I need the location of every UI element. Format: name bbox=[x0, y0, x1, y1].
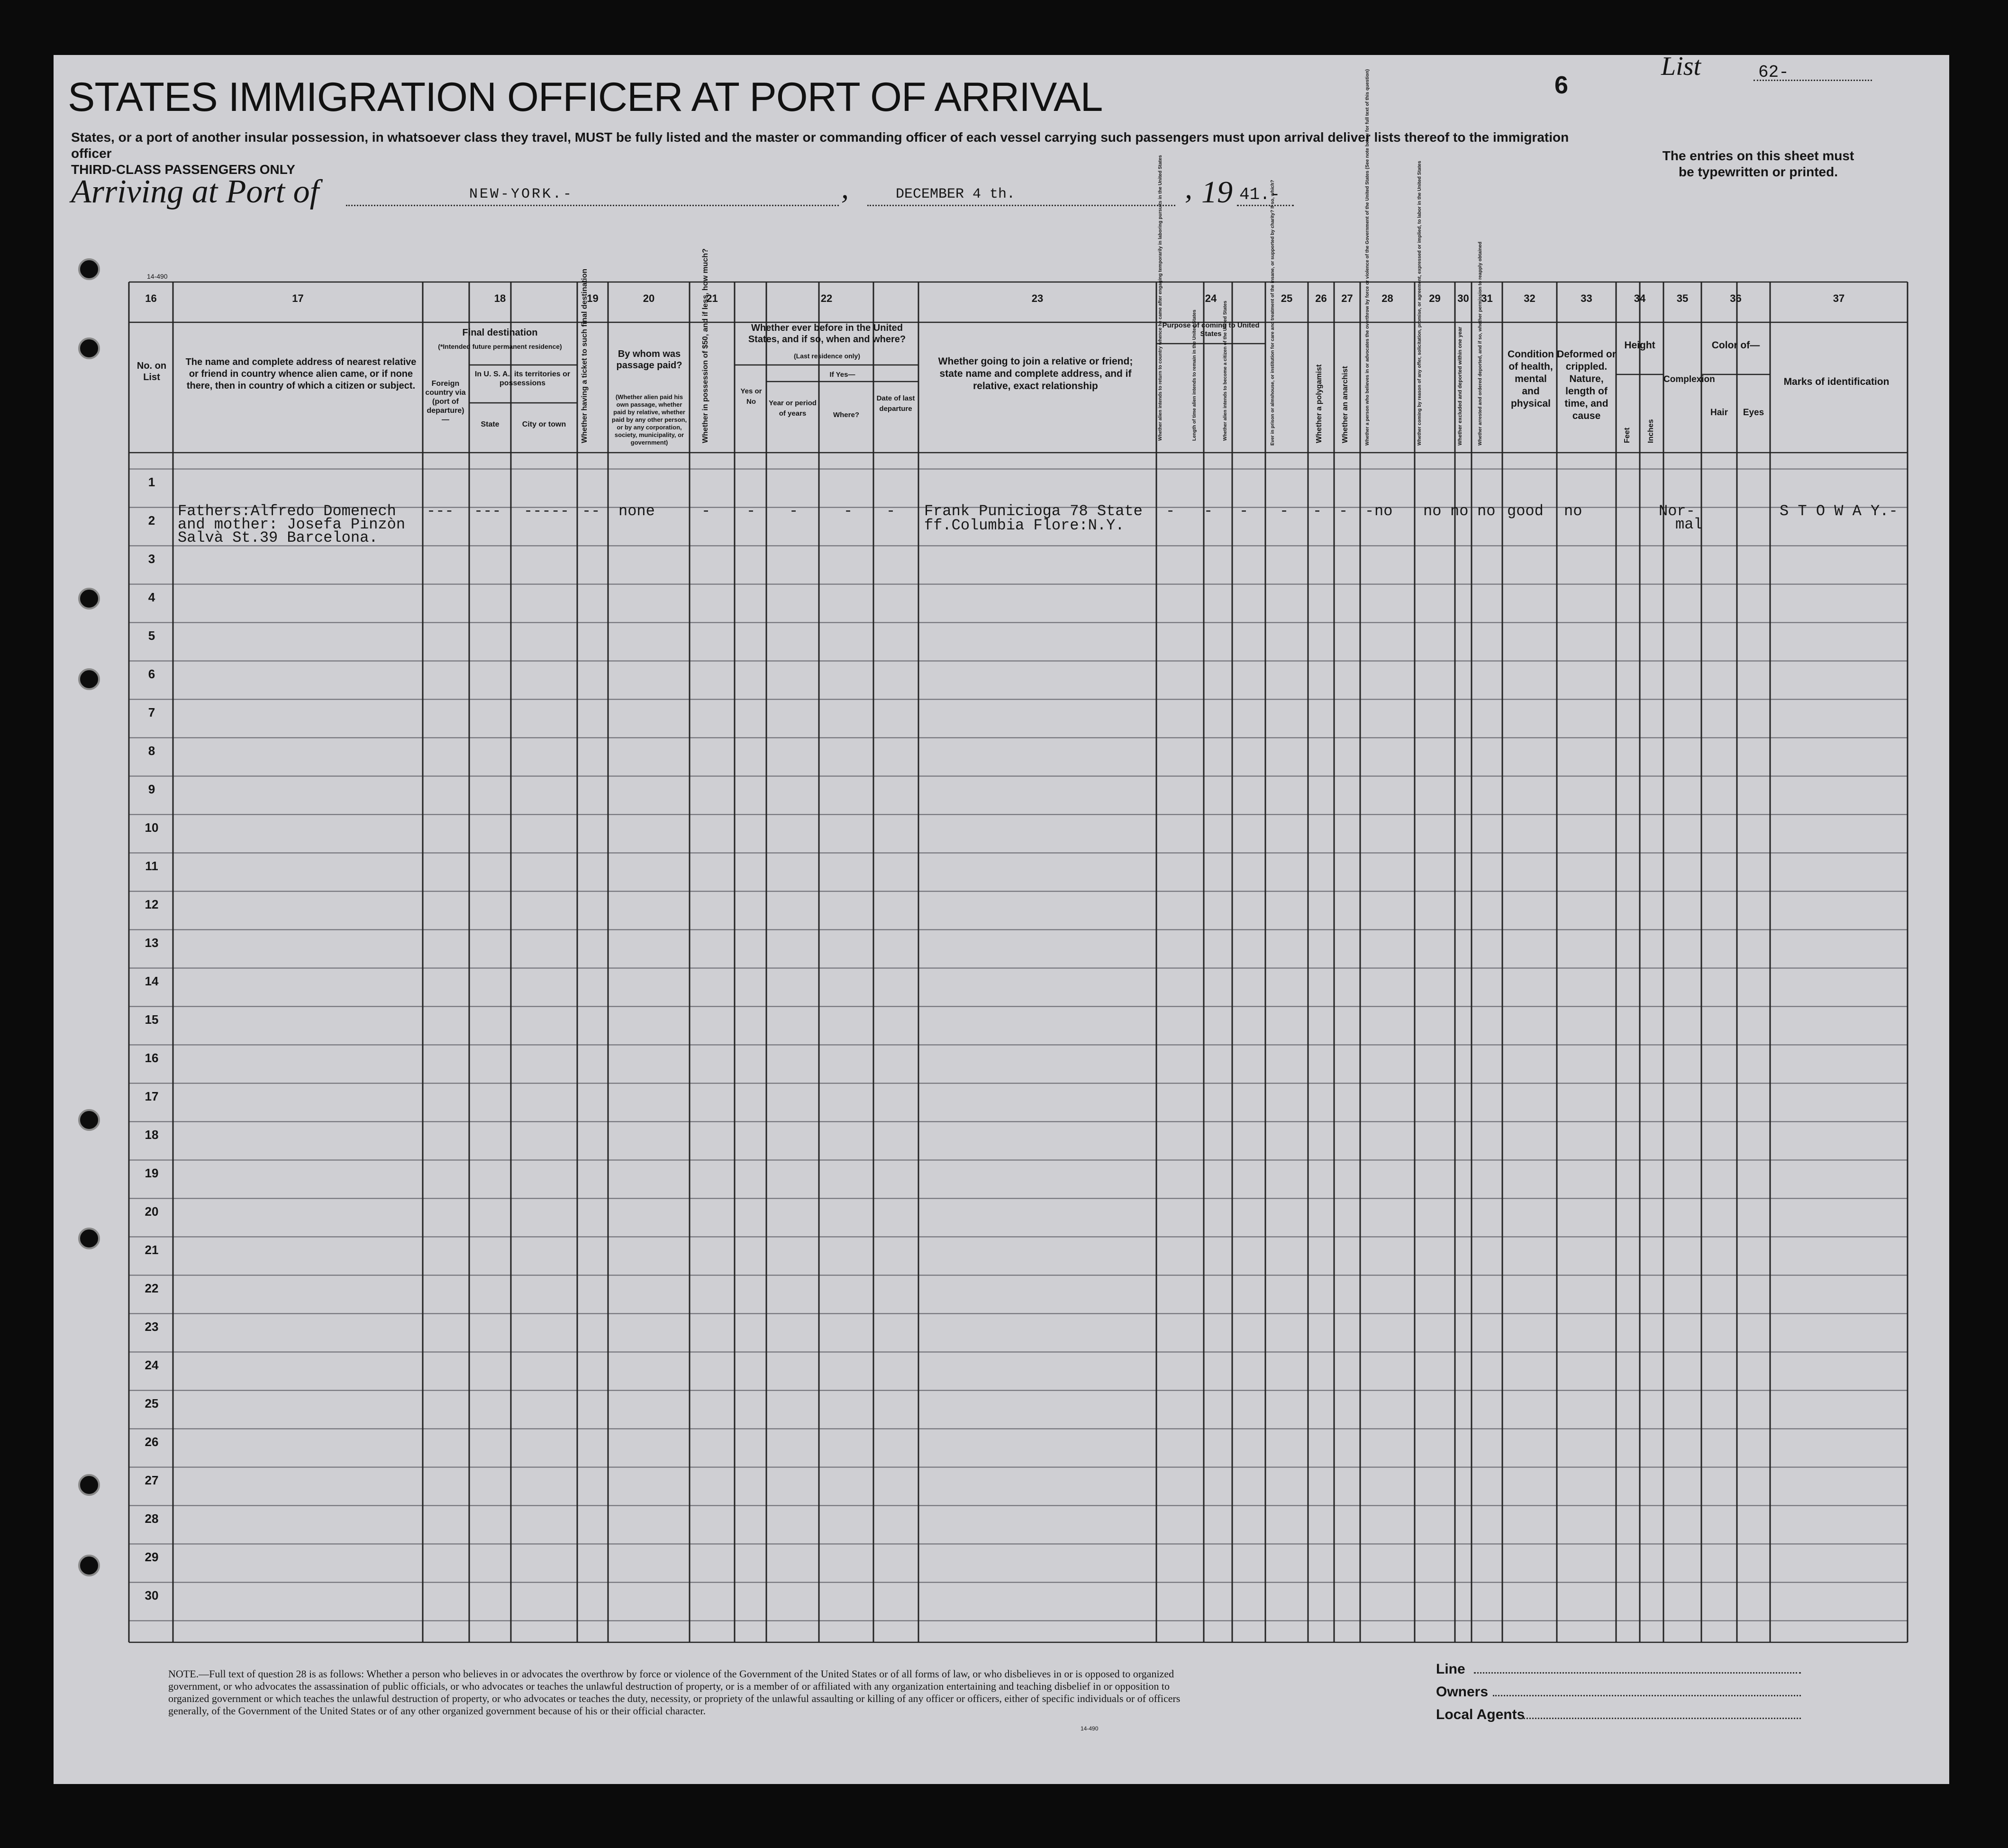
header-eyes: Eyes bbox=[1743, 408, 1764, 418]
q31-value: no bbox=[1477, 502, 1496, 520]
year-suffix: 41.- bbox=[1239, 185, 1281, 204]
binder-hole bbox=[78, 668, 100, 690]
row-number: 18 bbox=[145, 1128, 159, 1142]
join-relative-line1: Frank Punicioga 78 State bbox=[924, 502, 1143, 520]
comma: , bbox=[1185, 171, 1192, 205]
ticket-value: -- bbox=[582, 502, 600, 520]
header-join-relative: Whether going to join a relative or friend; state name and complete address, and if relative, exact relationship bbox=[938, 356, 1133, 391]
owners-field bbox=[1493, 1695, 1801, 1696]
column-number: 24 bbox=[1205, 292, 1217, 304]
agents-field bbox=[1521, 1718, 1801, 1719]
row-number: 14 bbox=[145, 974, 159, 988]
dash-entry: - bbox=[746, 502, 756, 520]
row-number: 2 bbox=[148, 513, 155, 528]
column-number: 36 bbox=[1730, 292, 1742, 304]
row-number: 12 bbox=[145, 897, 159, 911]
header-purpose-return: Whether alien intends to return to country whence he came after engaging temporarily in laboring pursuits in the United States bbox=[1158, 155, 1163, 441]
header-last-residence: (Last residence only) bbox=[793, 352, 861, 360]
list-label: List bbox=[1661, 52, 1701, 81]
header-complexion: Complexion bbox=[1663, 374, 1715, 384]
header-no-on-list: No. on List bbox=[136, 361, 167, 382]
header-usa: In U. S. A., its territories or possessions bbox=[474, 370, 571, 387]
header-excluded: Whether excluded and deported within one year bbox=[1457, 327, 1463, 446]
dash-entry: - bbox=[1339, 502, 1348, 520]
marks-value: S T O W A Y.- bbox=[1780, 502, 1898, 520]
header-where: Where? bbox=[833, 411, 859, 419]
row-number: 23 bbox=[145, 1320, 159, 1334]
column-number: 18 bbox=[494, 292, 506, 304]
row-number: 8 bbox=[148, 744, 155, 758]
complexion-value-cont: mal bbox=[1675, 516, 1703, 533]
binder-hole bbox=[78, 1109, 100, 1131]
row-number: 27 bbox=[145, 1473, 159, 1487]
binder-hole bbox=[78, 588, 100, 610]
form-code: 14-490 bbox=[147, 273, 168, 280]
header-feet: Feet bbox=[1623, 428, 1631, 443]
header-passage-paid: By whom was passage paid? bbox=[616, 349, 682, 371]
row-number: 22 bbox=[145, 1281, 159, 1295]
q28-value: no bbox=[1374, 502, 1393, 520]
relative-name: Fathers:Alfredo Domenech bbox=[178, 502, 396, 520]
join-relative-line2: ff.Columbia Flore:N.Y. bbox=[924, 517, 1125, 534]
header-final-destination-note: (*Intended future permanent residence) bbox=[438, 343, 562, 350]
q29-value: no bbox=[1423, 502, 1442, 520]
header-purpose: Purpose of coming to United States bbox=[1162, 321, 1260, 338]
city-value: ----- bbox=[524, 502, 570, 520]
header-final-destination: Final destination bbox=[462, 328, 538, 338]
row-number: 30 bbox=[145, 1588, 159, 1602]
footnote-question-28: NOTE.—Full text of question 28 is as follows: Whether a person who believes in or advocates the overthrow by force or violence of the Government of the United States or of all forms of law, or who disbelieves in or is opposed to organized government, or who advocates the assassination of public officials, or who advocates or teaches the unlawful destruction of property, or is a member of or affiliated with any organization entertaining and teaching disbelief in or opposition to organized government or which teaches the unlawful destruction of property, or who advocates or teaches the duty, necessity, or propriety of the unlawful assaulting or killing of any officer or officers, either of specific individuals or of officers generally, of the Government of the United States or of any other organized government because of his or their official character. bbox=[168, 1668, 1181, 1717]
header-anarchist: Whether an anarchist bbox=[1341, 366, 1349, 443]
page-title: STATES IMMIGRATION OFFICER AT PORT OF ARRIVAL bbox=[68, 74, 1103, 120]
column-number: 31 bbox=[1481, 292, 1493, 304]
row-number: 11 bbox=[145, 859, 158, 873]
dash-entry: - bbox=[1204, 502, 1213, 520]
row-number: 15 bbox=[145, 1012, 159, 1027]
row-number: 21 bbox=[145, 1243, 159, 1257]
deformed-value: no bbox=[1564, 502, 1582, 520]
year-prefix: 19 bbox=[1201, 175, 1233, 209]
column-number: 19 bbox=[587, 292, 599, 304]
row-number: 16 bbox=[145, 1051, 159, 1065]
header-ever-before: Whether ever before in the United States, and if so, when and where? bbox=[748, 323, 906, 345]
header-year-period: Year or period of years bbox=[769, 399, 817, 418]
header-passage-note: (Whether alien paid his own passage, whether paid by relative, whether paid by any other person, or by any corporation, society, municipality, or government) bbox=[611, 393, 687, 446]
header-arrested: Whether arrested and ordered deported, and if so, whether permission to reapply obtained bbox=[1478, 241, 1483, 446]
binder-hole bbox=[78, 1228, 100, 1249]
row-number: 1 bbox=[148, 475, 155, 489]
owners-label: Owners bbox=[1436, 1684, 1489, 1700]
header-date-departure: Date of last departure bbox=[876, 394, 915, 413]
page-subtitle: States, or a port of another insular possession, in whatsoever class they travel, MUST be fully listed and the master or commanding officer of each vessel carrying such passengers must upon arrival deliver lists thereof to the immigration officer THIRD-CLASS PASSENGERS ONLY bbox=[71, 130, 1569, 177]
dash-entry: - bbox=[1313, 502, 1322, 520]
header-ticket: Whether having a ticket to such final destination bbox=[581, 268, 589, 443]
health-value: good bbox=[1507, 502, 1544, 520]
column-number: 27 bbox=[1341, 292, 1353, 304]
port-of-arrival: NEW-YORK.- bbox=[469, 186, 574, 202]
header-labor-offer: Whether coming by reason of any offer, solicitation, promise, or agreement, expressed or implied, to labor in the United States bbox=[1417, 161, 1422, 446]
header-color: Color of— bbox=[1711, 340, 1760, 351]
row-number: 10 bbox=[145, 820, 159, 835]
dash-entry: - bbox=[1239, 502, 1249, 520]
arrival-date: DECEMBER 4 th. bbox=[896, 186, 1016, 202]
header-overthrow: Whether a person who believes in or advocates the overthrow by force or violence of the Government of the United States (See note below for full text of this question) bbox=[1365, 69, 1370, 446]
row-number: 6 bbox=[148, 667, 155, 681]
binder-hole bbox=[78, 337, 100, 359]
column-number: 32 bbox=[1524, 292, 1536, 304]
header-inches: Inches bbox=[1647, 419, 1655, 443]
dash-entry: - bbox=[886, 502, 896, 520]
header-height: Height bbox=[1624, 340, 1655, 351]
line-label: Line bbox=[1436, 1661, 1465, 1677]
column-number: 22 bbox=[820, 292, 833, 304]
header-polygamist: Whether a polygamist bbox=[1315, 364, 1323, 443]
column-number: 29 bbox=[1429, 292, 1441, 304]
header-hair: Hair bbox=[1710, 408, 1728, 418]
list-number: 62- bbox=[1758, 63, 1789, 82]
relative-mother: and mother: Josefa Pinzòn bbox=[178, 516, 406, 533]
header-deformed: Deformed or crippled. Nature, length of time, and cause bbox=[1557, 349, 1616, 421]
row-number: 13 bbox=[145, 936, 159, 950]
column-number: 35 bbox=[1676, 292, 1689, 304]
state-value: --- bbox=[474, 502, 501, 520]
dash-entry: - bbox=[844, 502, 853, 520]
header-state: State bbox=[481, 420, 500, 428]
dash-entry: - bbox=[789, 502, 799, 520]
column-number: 26 bbox=[1315, 292, 1327, 304]
column-number: 21 bbox=[706, 292, 718, 304]
row-number: 25 bbox=[145, 1396, 159, 1411]
binder-hole bbox=[78, 1474, 100, 1496]
line-field bbox=[1474, 1672, 1801, 1674]
dash-entry: - bbox=[1365, 502, 1374, 520]
q30-value: no bbox=[1450, 502, 1469, 520]
relative-address: Salvà St.39 Barcelona. bbox=[178, 529, 378, 546]
header-health: Condition of health, mental and physical bbox=[1508, 349, 1554, 409]
row-number: 17 bbox=[145, 1089, 159, 1103]
entries-note: The entries on this sheet must be typewritten or printed. bbox=[1662, 148, 1854, 179]
header-purpose-citizen: Whether alien intends to become a citizen of the United States bbox=[1223, 300, 1228, 441]
passage-value: none bbox=[618, 502, 655, 520]
column-number: 28 bbox=[1381, 292, 1393, 304]
row-number: 26 bbox=[145, 1435, 159, 1449]
dash-entry: - bbox=[1166, 502, 1175, 520]
agents-label: Local Agents bbox=[1436, 1707, 1525, 1722]
dash-entry: - bbox=[701, 502, 711, 520]
row-number: 28 bbox=[145, 1511, 159, 1526]
header-purpose-length: Length of time alien intends to remain in the United States bbox=[1192, 310, 1197, 441]
column-number: 37 bbox=[1833, 292, 1845, 304]
header-prison: Ever in prison or almshouse, or institution for care and treatment of the insane, or supported by charity? If so, which? bbox=[1270, 180, 1275, 446]
column-number: 23 bbox=[1031, 292, 1044, 304]
column-number: 30 bbox=[1457, 292, 1469, 304]
column-number: 25 bbox=[1281, 292, 1293, 304]
binder-hole bbox=[78, 258, 100, 280]
header-marks: Marks of identification bbox=[1783, 376, 1890, 387]
column-number: 20 bbox=[643, 292, 655, 304]
header-yes-no: Yes or No bbox=[740, 387, 762, 406]
arriving-label: Arriving at Port of bbox=[71, 173, 319, 210]
row-number: 7 bbox=[148, 705, 155, 719]
column-number: 34 bbox=[1634, 292, 1646, 304]
header-fifty-dollars: Whether in possession of $50, and if less, how much? bbox=[701, 248, 709, 443]
column-number: 17 bbox=[292, 292, 304, 304]
binder-hole bbox=[78, 1555, 100, 1576]
row-number: 5 bbox=[148, 628, 155, 643]
footer-form-code: 14-490 bbox=[1081, 1725, 1099, 1732]
comma: , bbox=[841, 171, 849, 205]
row-number: 29 bbox=[145, 1550, 159, 1564]
row-number: 3 bbox=[148, 552, 155, 566]
row-number: 20 bbox=[145, 1204, 159, 1219]
dash-entry: - bbox=[1280, 502, 1289, 520]
page-number: 6 bbox=[1554, 72, 1568, 99]
header-foreign-port: Foreign country via (port of departure)— bbox=[425, 380, 466, 424]
column-number: 33 bbox=[1581, 292, 1592, 304]
row-number: 4 bbox=[148, 590, 155, 604]
header-city: City or town bbox=[522, 420, 566, 428]
complexion-value: Nor- bbox=[1659, 502, 1695, 520]
header-relative: The name and complete address of nearest relative or friend in country whence alien came, or if none there, then in country of which a citizen or subject. bbox=[185, 357, 417, 391]
row-number: 9 bbox=[148, 782, 155, 796]
foreign-port-value: --- bbox=[427, 502, 454, 520]
header-if-yes: If Yes— bbox=[829, 371, 855, 379]
column-number: 16 bbox=[145, 292, 157, 304]
row-number: 19 bbox=[145, 1166, 159, 1180]
row-number: 24 bbox=[145, 1358, 159, 1372]
